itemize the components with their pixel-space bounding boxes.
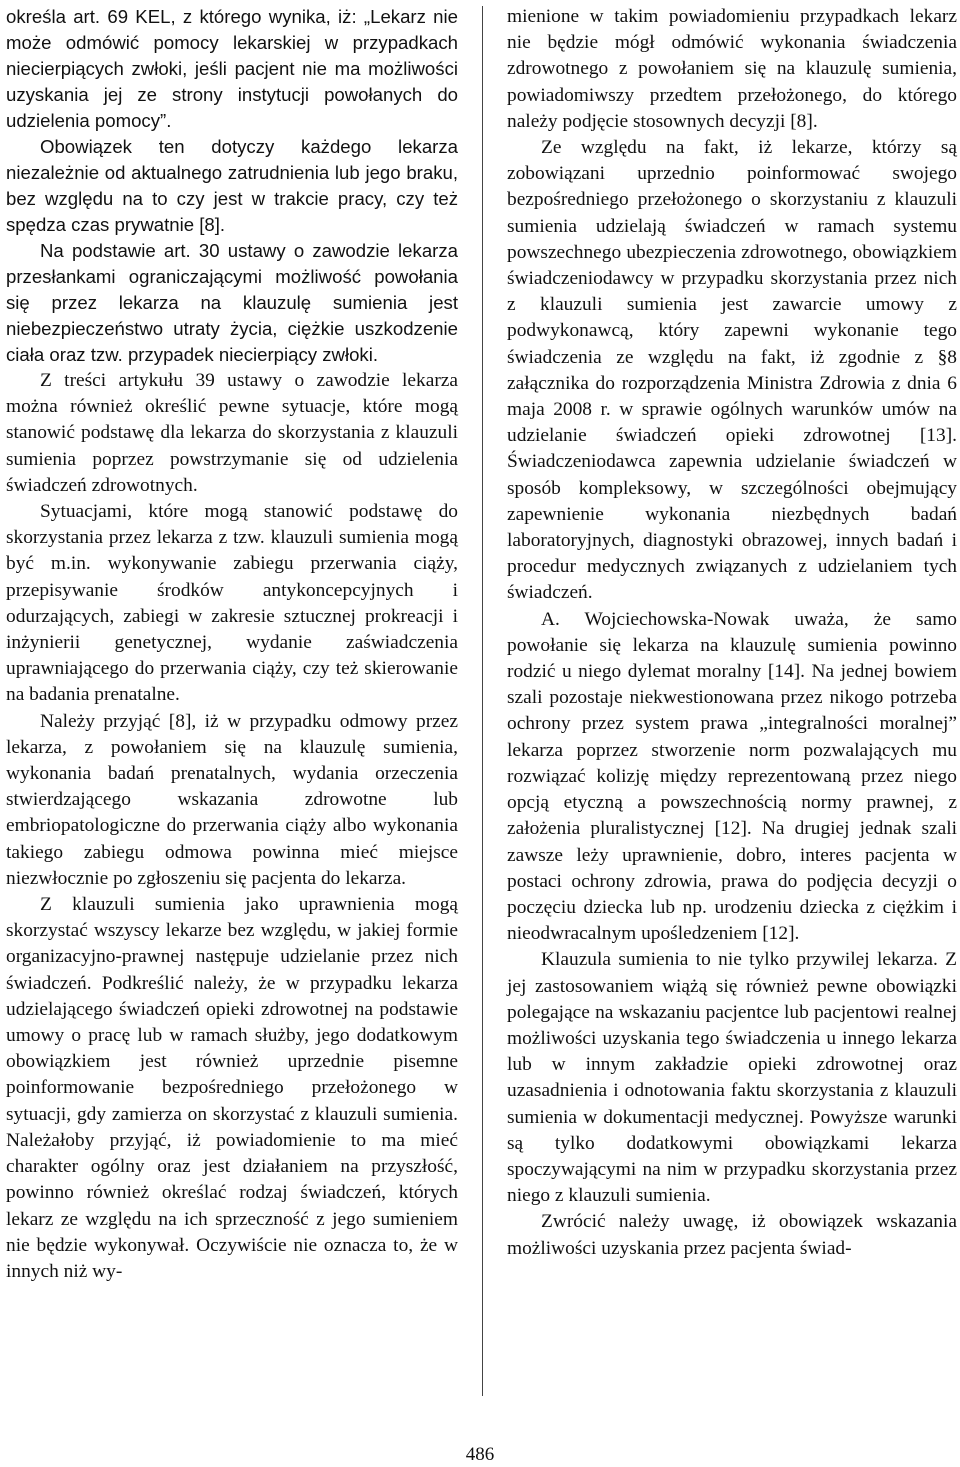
paragraph: Obowiązek ten dotyczy każdego lekarza niezależnie od aktualnego zatrudnienia lub jego braku, bez względu na to czy jest w trakcie pracy, czy też spędza czas prywatnie [8].	[6, 136, 458, 235]
left-text-column	[6, 4, 458, 1285]
right-text-column	[507, 4, 957, 1262]
paragraph: określa art. 69 KEL, z którego wynika, iż: „Lekarz nie może odmówić pomocy lekarskiej w przypadkach niecierpiących zwłoki, jeśli pacjent nie ma możliwości uzyskania jej ze strony instytucji powołanych do udzielenia pomocy”.	[6, 6, 458, 131]
paragraph: Należy przyjąć [8], iż w przypadku odmowy przez lekarza, z powołaniem się na klauzulę sumienia, wykonania badań prenatalnych, wydania orzeczenia stwierdzającego wskazania zdrowotne lub embriopatologiczne do przerwania ciąży albo wykonania takiego zabiegu odmowa powinna mieć miejsce niezwłocznie po zgłoszeniu się pacjenta do lekarza.	[6, 710, 458, 889]
paragraph: Klauzula sumienia to nie tylko przywilej lekarza. Z jej zastosowaniem wiążą się również pewne obowiązki polegające na wskazaniu pacjentce lub pacjentowi realnej możliwości uzyskania tego świadczenia u innego lekarza lub w innym zakładzie opieki zdrowotnej oraz uzasadnienia i odnotowania faktu skorzystania z klauzuli sumienia w dokumentacji medycznej. Powyższe warunki są tylko dodatkowymi obowiązkami lekarza spoczywającymi na nim w przypadku skorzystania przez niego z klauzuli sumienia.	[507, 949, 957, 1207]
paragraph: Na podstawie art. 30 ustawy o zawodzie lekarza przesłankami ograniczającymi możliwość powołania się przez lekarza na klauzulę sumienia jest niebezpieczeństwo utraty życia, ciężkie uszkodzenie ciała oraz tzw. przypadek niecierpiący zwłoki.	[6, 240, 458, 365]
paragraph: Sytuacjami, które mogą stanowić podstawę do skorzystania przez lekarza z tzw. klauzuli sumienia mogą być m.in. wykonywanie zabiegu przerwania ciąży, przepisywanie środków antykoncepcyjnych i odurzających, zabiegi w zakresie sztucznej prokreacji i inżynierii genetycznej, wydanie zaświadczenia uprawniającego do przerwania ciąży, czy też skierowanie na badania prenatalne.	[6, 501, 458, 706]
column-divider	[482, 6, 483, 1396]
paragraph: Ze względu na fakt, iż lekarze, którzy są zobowiązani uprzednio poinformować swojego bezpośredniego przełożonego o skorzystaniu z klauzuli sumienia udzielają świadczeń w ramach systemu powszechnego ubezpieczenia zdrowotnego, obowiązkiem świadczeniodawcy w przypadku skorzystania przez nich z klauzuli sumienia jest zawarcie umowy z podwykonawcą, który zapewni wykonanie tego świadczenia ze względu na fakt, iż zgodnie z §8 załącznika do rozporządzenia Ministra Zdrowia z dnia 6 maja 2008 r. w sprawie ogólnych warunków umów na udzielanie świadczeń opieki zdrowotnej [13]. Świadczeniodawca zapewnia udzielanie świadczeń w sposób kompleksowy, w szczególności obejmujący zapewnienie wykonania niezbędnych badań laboratoryjnych, diagnostyki obrazowej, innych badań i procedur medycznych związanych z udzielaniem tych świadczeń.	[507, 137, 957, 604]
page-number: 486	[465, 1444, 495, 1465]
paragraph: Z treści artykułu 39 ustawy o zawodzie lekarza można również określić pewne sytuacje, które mogą stanowić podstawę dla lekarza do skorzystania z klauzuli sumienia poprzez powstrzymanie się od udzielenia świadczeń zdrowotnych.	[6, 370, 458, 496]
paragraph: mienione w takim powiadomieniu przypadkach lekarz nie będzie mógł odmówić wykonania świadczenia zdrowotnego z powołaniem się na klauzulę sumienia, powiadomiwszy przedtem przełożonego, do którego należy podjęcie stosownych decyzji [8].	[507, 6, 957, 132]
paragraph: A. Wojciechowska-Nowak uważa, że samo powołanie się lekarza na klauzulę sumienia powinno rodzić u niego dylemat moralny [14]. Na jednej bowiem szali pozostaje niekwestionowana przez nikogo potrzeba ochrony przez system prawa „integralności moralnej” lekarza poprzez stworzenie norm pozwalających mu rozwiązać kolizję między reprezentowaną przez niego opcją etyczną a powszechnością normy prawnej, z założenia pluralistycznej [12]. Na drugiej jednak szali zawsze leży uprawnienie, dobro, interes pacjenta w postaci ochrony zdrowia, prawa do podjęcia decyzji o poczęciu dziecka lub np. urodzeniu dziecka z ciężkim i nieodwracalnym upośledzeniem [12].	[507, 608, 957, 945]
paragraph: Zwrócić należy uwagę, iż obowiązek wskazania możliwości uzyskania przez pacjenta świad-	[507, 1211, 957, 1259]
paragraph: Z klauzuli sumienia jako uprawnienia mogą skorzystać wszyscy lekarze bez względu, w jakiej formie organizacyjno-prawnej następuje udzielanie przez nich świadczeń. Podkreślić należy, że w przypadku lekarza udzielającego świadczeń opieki zdrowotnej na podstawie umowy o pracę lub w ramach służby, jego dodatkowym obowiązkiem jest również uprzednie pisemne poinformowanie bezpośredniego przełożonego w sytuacji, gdy zamierza on skorzystać z klauzuli sumienia. Należałoby przyjąć, iż powiadomienie to ma mieć charakter ogólny oraz jest działaniem na przyszłość, powinno również określać rodzaj świadczeń, których lekarz ze względu na ich sprzeczność z jego sumieniem nie będzie wykonywał. Oczywiście nie oznacza to, że w innych niż wy-	[6, 894, 458, 1282]
